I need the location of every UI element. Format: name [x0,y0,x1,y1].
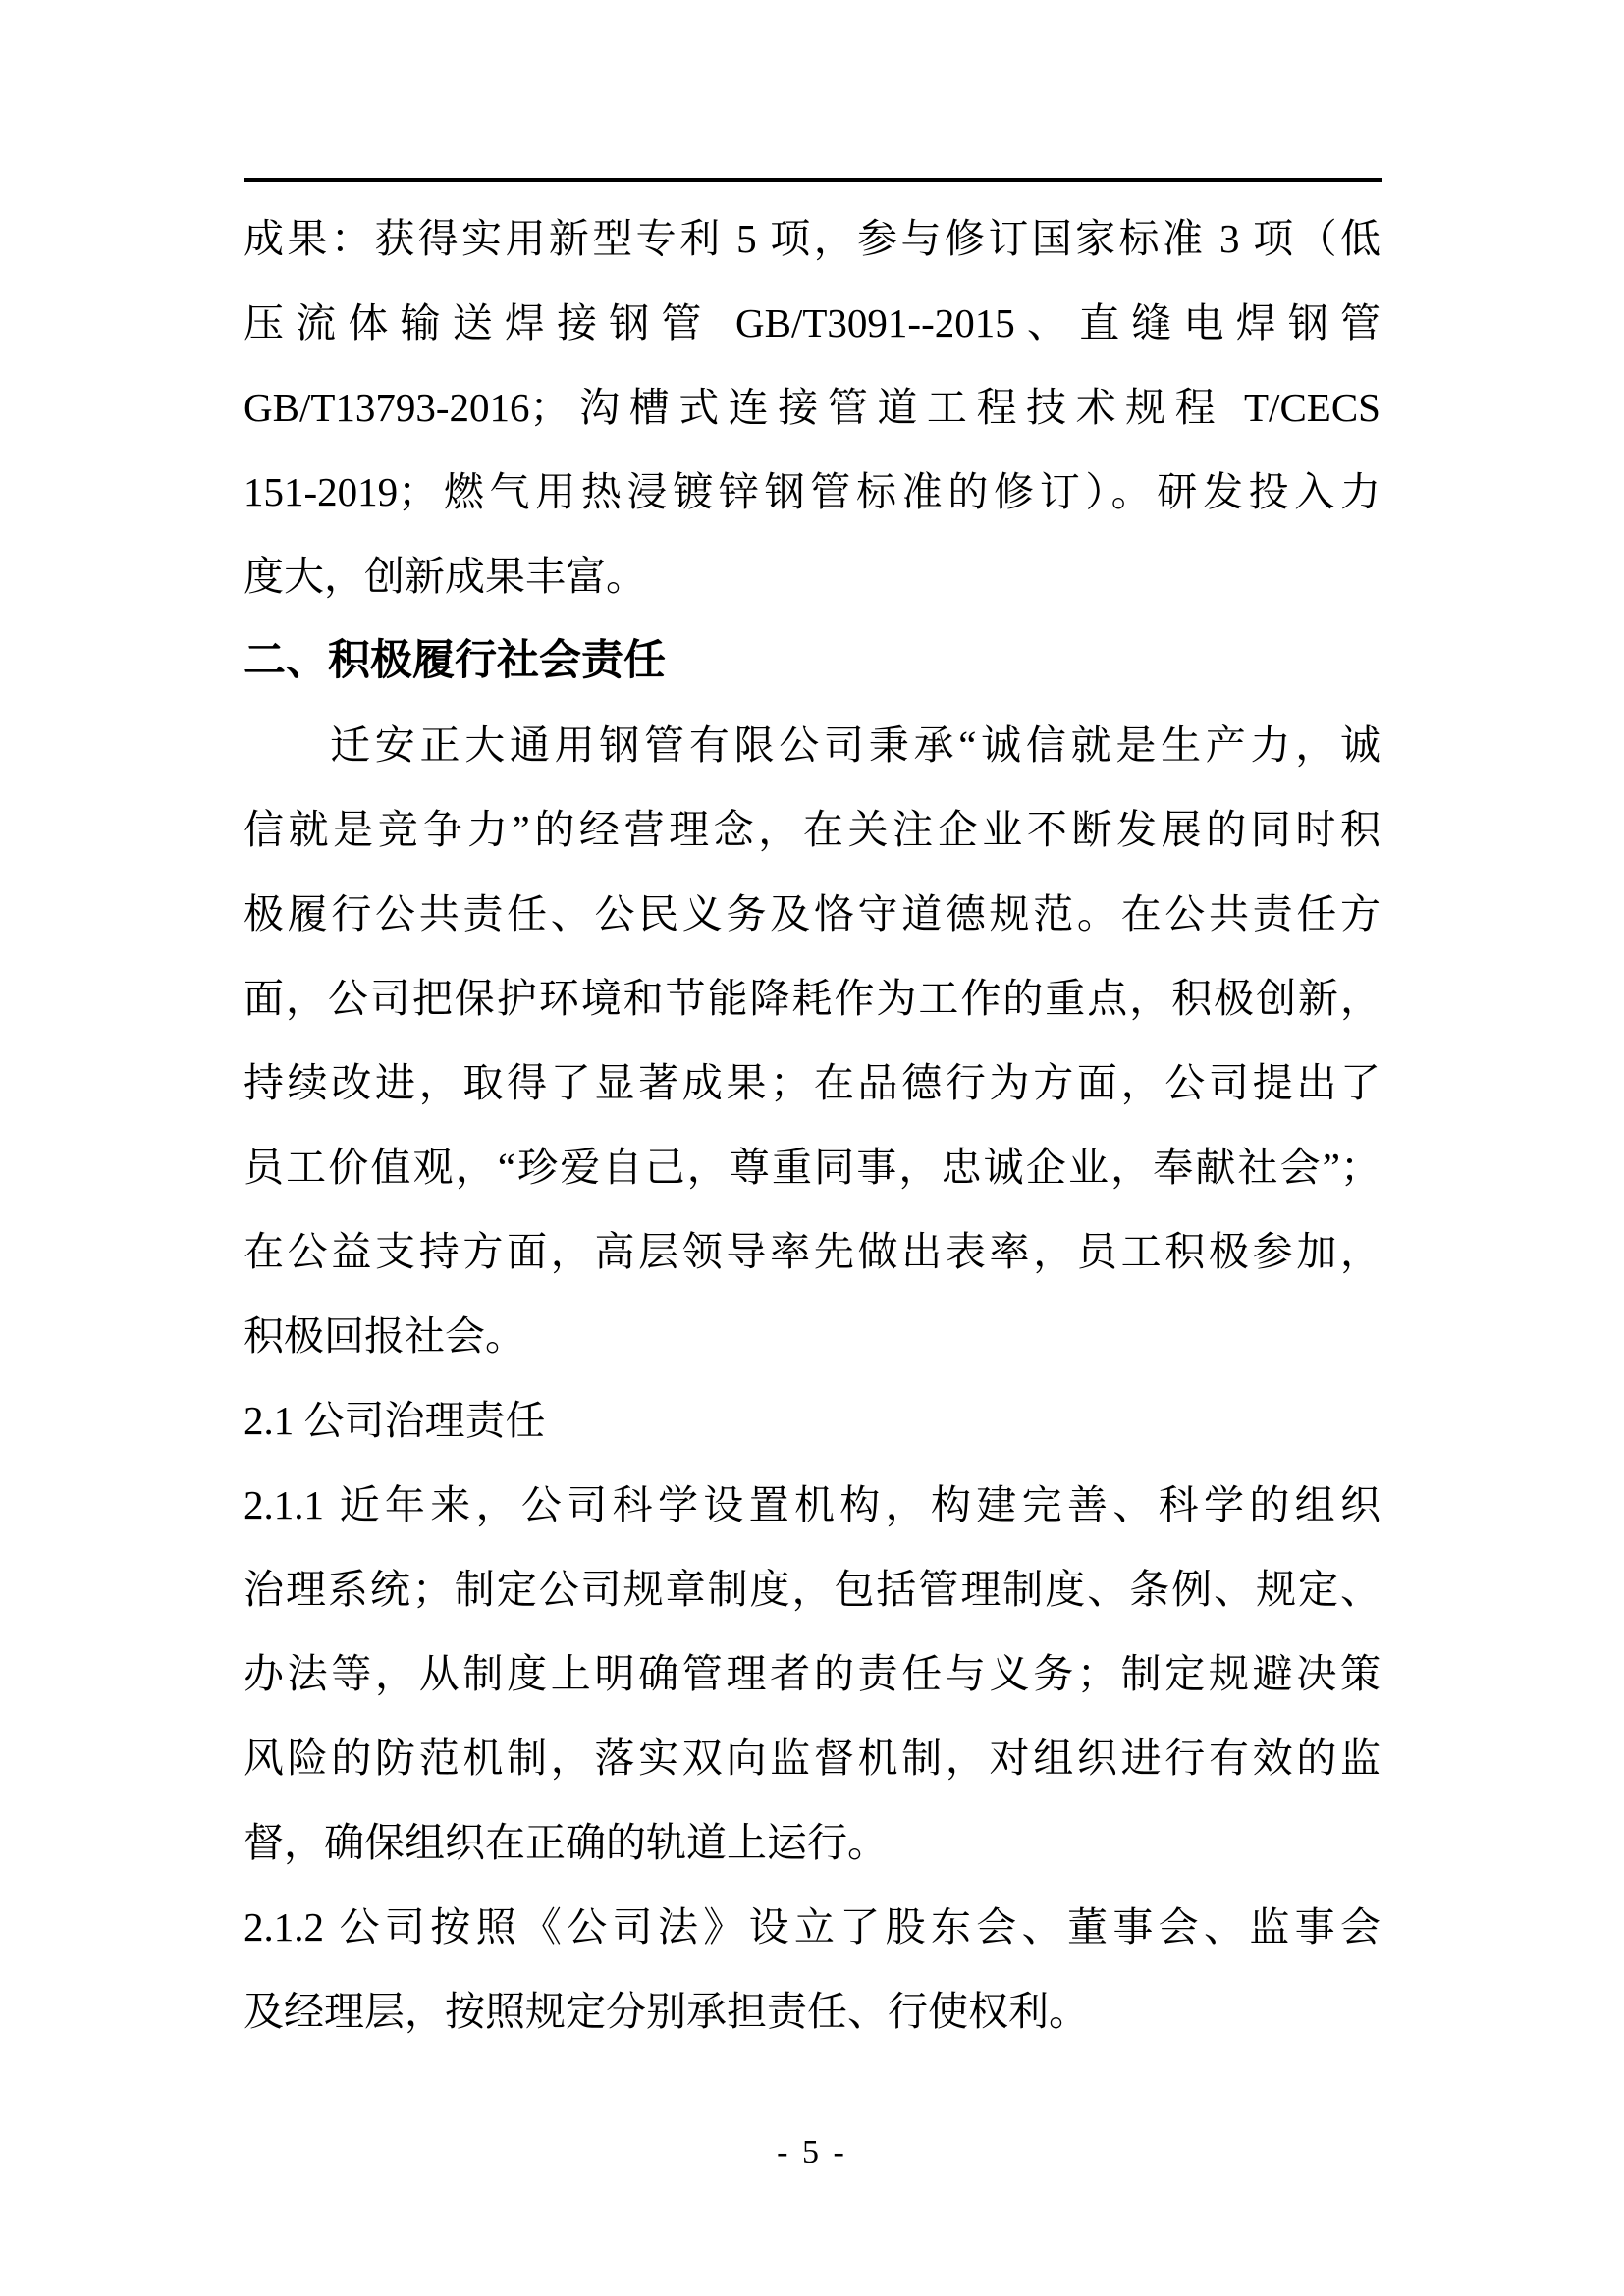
text-line: 在公益支持方面，高层领导率先做出表率，员工积极参加， [244,1229,1380,1274]
text-line: 及经理层，按照规定分别承担责任、行使权利。 [244,1989,1089,2034]
document-body [244,196,1380,2054]
text-line: 办法等，从制度上明确管理者的责任与义务；制定规避决策 [244,1651,1380,1696]
text-line: 度大，创新成果丰富。 [244,554,646,599]
text-line: 2.1.2 公司按照《公司法》设立了股东会、董事会、监事会 [244,1904,1380,1949]
text-line: 持续改进，取得了显著成果；在品德行为方面，公司提出了 [244,1060,1380,1105]
subsection-heading: 2.1 公司治理责任 [244,1398,546,1443]
text-line: 积极回报社会。 [244,1313,525,1359]
section-heading: 二、积极履行社会责任 [244,637,666,684]
text-line: GB/T13793-2016；沟槽式连接管道工程技术规程 T/CECS [244,385,1380,430]
text-line: 治理系统；制定公司规章制度，包括管理制度、条例、规定、 [244,1567,1380,1612]
text-line: 成果：获得实用新型专利 5 项，参与修订国家标准 3 项（低 [244,216,1380,261]
text-line: 风险的防范机制，落实双向监督机制，对组织进行有效的监 [244,1735,1380,1781]
text-line: 员工价值观，“珍爱自己，尊重同事，忠诚企业，奉献社会”； [244,1145,1380,1190]
text-line: 压流体输送焊接钢管 GB/T3091--2015、直缝电焊钢管 [244,300,1380,346]
text-line: 2.1.1 近年来，公司科学设置机构，构建完善、科学的组织 [244,1482,1380,1527]
text-line: 极履行公共责任、公民义务及恪守道德规范。在公共责任方 [244,891,1380,936]
header-rule [244,178,1382,182]
text-line: 151-2019；燃气用热浸镀锌钢管标准的修订）。研发投入力 [244,469,1380,514]
text-line: 督，确保组织在正确的轨道上运行。 [244,1820,888,1865]
text-line: 面，公司把保护环境和节能降耗作为工作的重点，积极创新， [244,976,1380,1021]
text-line: 迁安正大通用钢管有限公司秉承“诚信就是生产力，诚 [330,722,1380,768]
text-line: 信就是竞争力”的经营理念，在关注企业不断发展的同时积 [244,807,1380,852]
page-number: - 5 - [777,2134,847,2170]
